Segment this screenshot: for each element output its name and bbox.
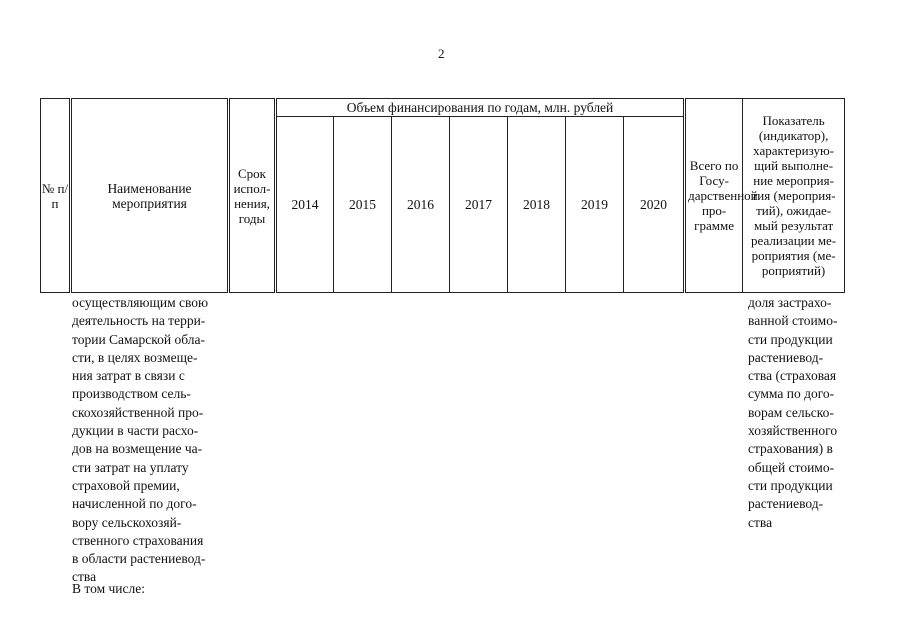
year-2020: 2020 [624, 117, 685, 293]
name-line: деятельность на терри- [72, 313, 206, 329]
indicator-line: ванной стоимо- [748, 313, 838, 329]
name-line: ства [72, 569, 97, 585]
name-line: сти затрат на уплату [72, 459, 189, 475]
indicator-line: общей стоимо- [748, 459, 835, 475]
name-line: осуществляющим свою [72, 295, 209, 310]
year-2017: 2017 [450, 117, 508, 293]
header-total: Всего по Госу-дарственной про-грамме [685, 99, 743, 293]
indicator-line: ства [748, 514, 773, 530]
header-funding: Объем финансирования по годам, млн. рублей [276, 99, 685, 117]
year-2014: 2014 [276, 117, 334, 293]
indicator-line: сумма по дого- [748, 386, 835, 402]
including-text: В том числе: [72, 581, 145, 596]
name-line: вору сельскохозяй- [72, 514, 182, 530]
indicator-line: растениевод- [748, 496, 824, 512]
measure-name-text [72, 294, 230, 587]
indicator-line: ства (страховая [748, 368, 837, 384]
indicator-line: растениевод- [748, 349, 824, 365]
page-number: 2 [438, 46, 445, 61]
header-term: Срок испол-нения, годы [229, 99, 276, 293]
name-line: ственного страхования [72, 532, 204, 548]
name-line: скохозяйственной про- [72, 404, 204, 420]
indicator-line: сти продукции [748, 477, 833, 493]
header-indicator: Показатель (индикатор), характеризую-щий выполне-ние мероприя-тия (мероприя-тий), ожидае-мый результат реализации ме-роприятия (ме-роприятий) [743, 99, 845, 293]
name-line: сти, в целях возмеще- [72, 349, 198, 365]
year-2018: 2018 [508, 117, 566, 293]
including-label [72, 580, 230, 598]
name-line: ния затрат в связи с [72, 368, 185, 384]
name-line: дов на возмещение ча- [72, 441, 203, 457]
indicator-line: доля застрахо- [748, 295, 832, 310]
header-num: № п/п [41, 99, 71, 293]
indicator-line: сти продукции [748, 331, 833, 347]
indicator-text [748, 294, 840, 532]
name-line: страховой премии, [72, 477, 180, 493]
year-2016: 2016 [392, 117, 450, 293]
header-name: Наименование мероприятия [71, 99, 229, 293]
name-line: начисленной по дого- [72, 496, 197, 512]
name-line: дукции в части расхо- [72, 423, 199, 439]
year-2015: 2015 [334, 117, 392, 293]
indicator-line: страхования) в [748, 441, 833, 457]
program-table-header [40, 98, 845, 293]
indicator-line: ворам сельско- [748, 404, 834, 420]
indicator-line: хозяйственного [748, 423, 838, 439]
year-2019: 2019 [566, 117, 624, 293]
name-line: производством сель- [72, 386, 191, 402]
name-line: тории Самарской обла- [72, 331, 205, 347]
name-line: в области растениевод- [72, 551, 206, 567]
